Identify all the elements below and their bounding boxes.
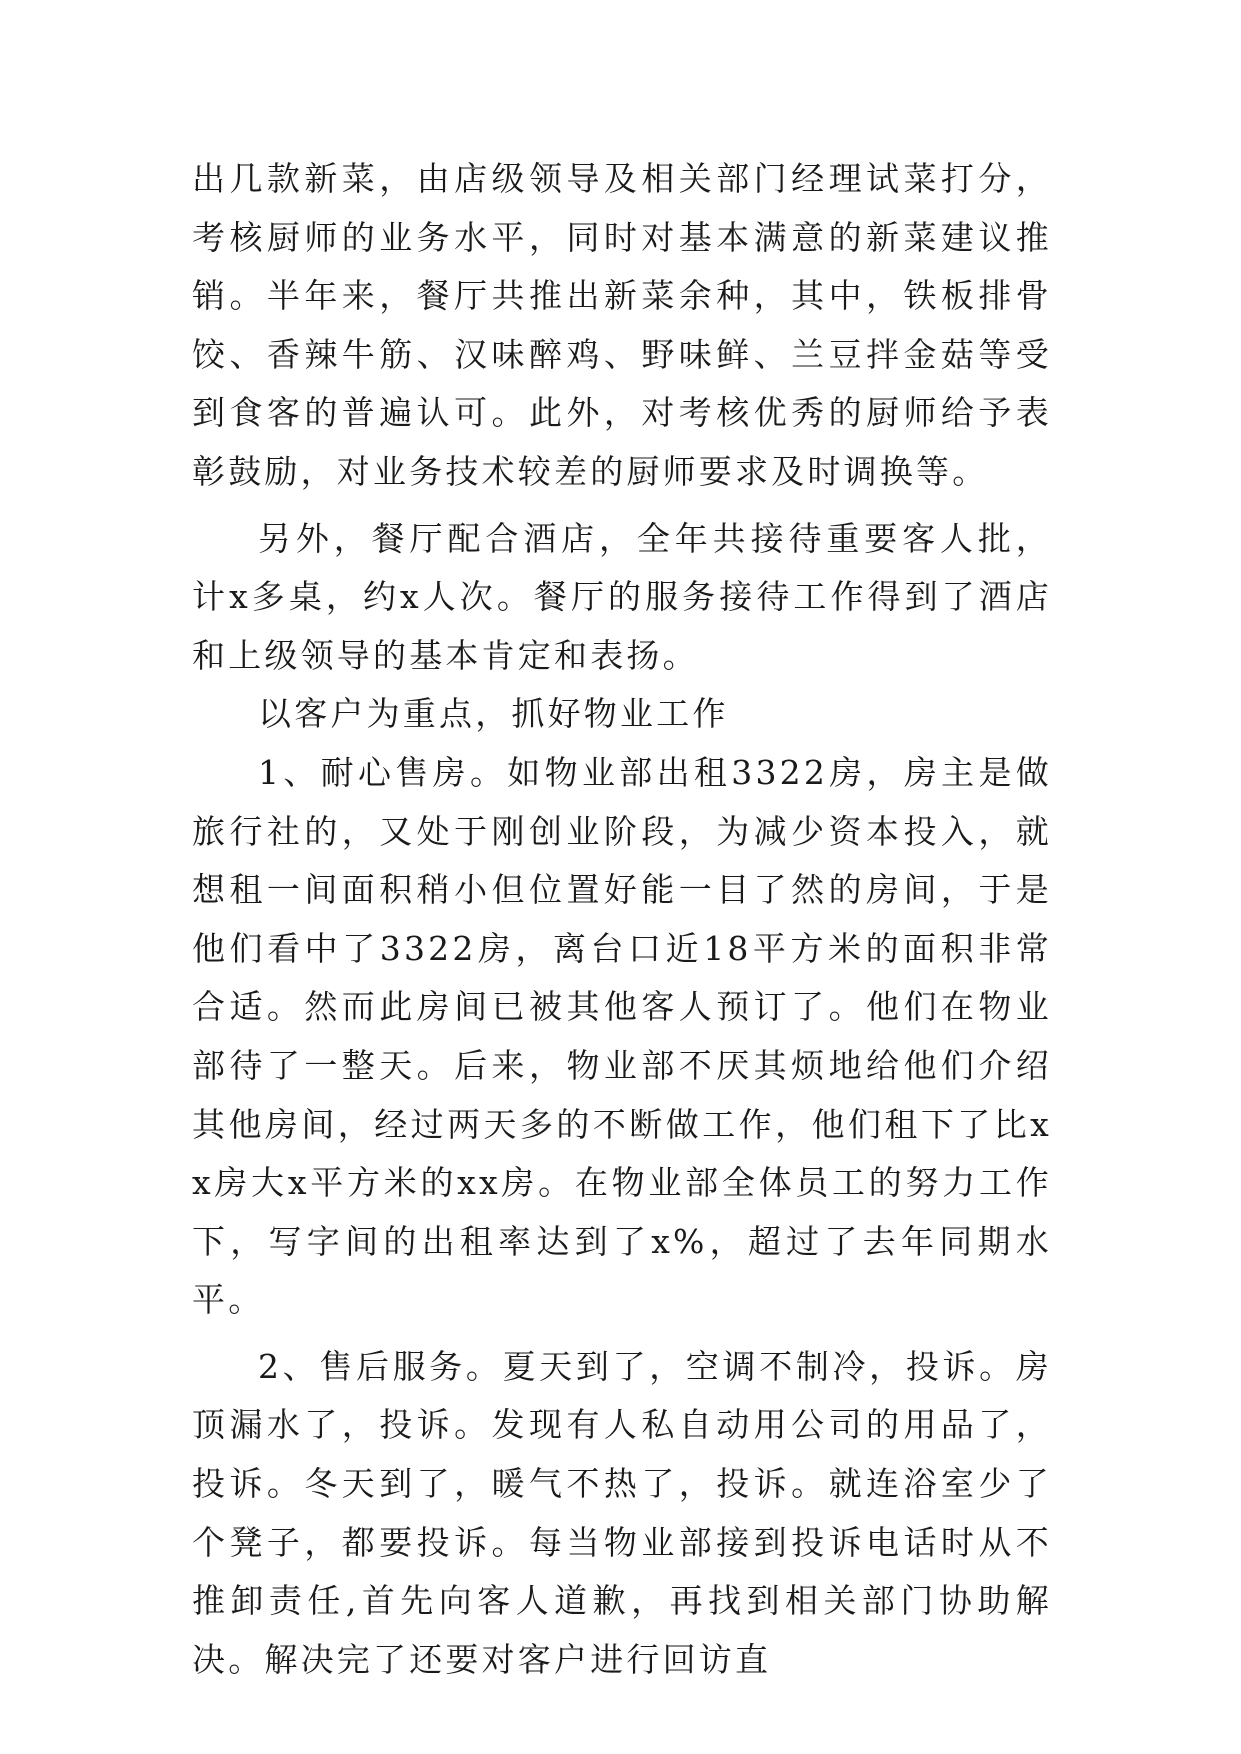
paragraph-patient-leasing: 1、耐心售房。如物业部出租3322房，房主是做旅行社的，又处于刚创业阶段，为减少资本投入，就想租一间面积稍小但位置好能一目了然的房间，于是他们看中了3322房，离台口近18平方米的面积非常合适。然而此房间已被其他客人预订了。他们在物业部待了一整天。后来，物业部不厌其烦地给他们介绍其他房间，经过两天多的不断做工作，他们租下了比xx房大x平方米的xx房。在物业部全体员工的努力工作下，写字间的出租率达到了x%，超过了去年同期水平。 (192, 752, 1052, 1320)
paragraph-new-dishes: 出几款新菜，由店级领导及相关部门经理试菜打分，考核厨师的业务水平，同时对基本满意的新菜建议推销。半年来，餐厅共推出新菜余种，其中，铁板排骨饺、香辣牛筋、汉味醉鸡、野味鲜、兰豆拌金菇等受到食客的普遍认可。此外，对考核优秀的厨师给予表彰鼓励，对业务技术较差的厨师要求及时调换等。 (192, 159, 1052, 491)
document-body (192, 150, 1052, 1689)
paragraph-after-sales-service: 2、售后服务。夏天到了，空调不制冷，投诉。房顶漏水了，投诉。发现有人私自动用公司的用品了，投诉。冬天到了，暖气不热了，投诉。就连浴室少了个凳子，都要投诉。每当物业部接到投诉电话时从不推卸责任,首先向客人道歉，再找到相关部门协助解决。解决完了还要对客户进行回访直 (192, 1346, 1052, 1679)
paragraph-reception-summary: 另外，餐厅配合酒店，全年共接待重要客人批，计x多桌，约x人次。餐厅的服务接待工作得到了酒店和上级领导的基本肯定和表扬。 (192, 518, 1052, 675)
section-heading-property-work: 以客户为重点，抓好物业工作 (258, 694, 729, 734)
